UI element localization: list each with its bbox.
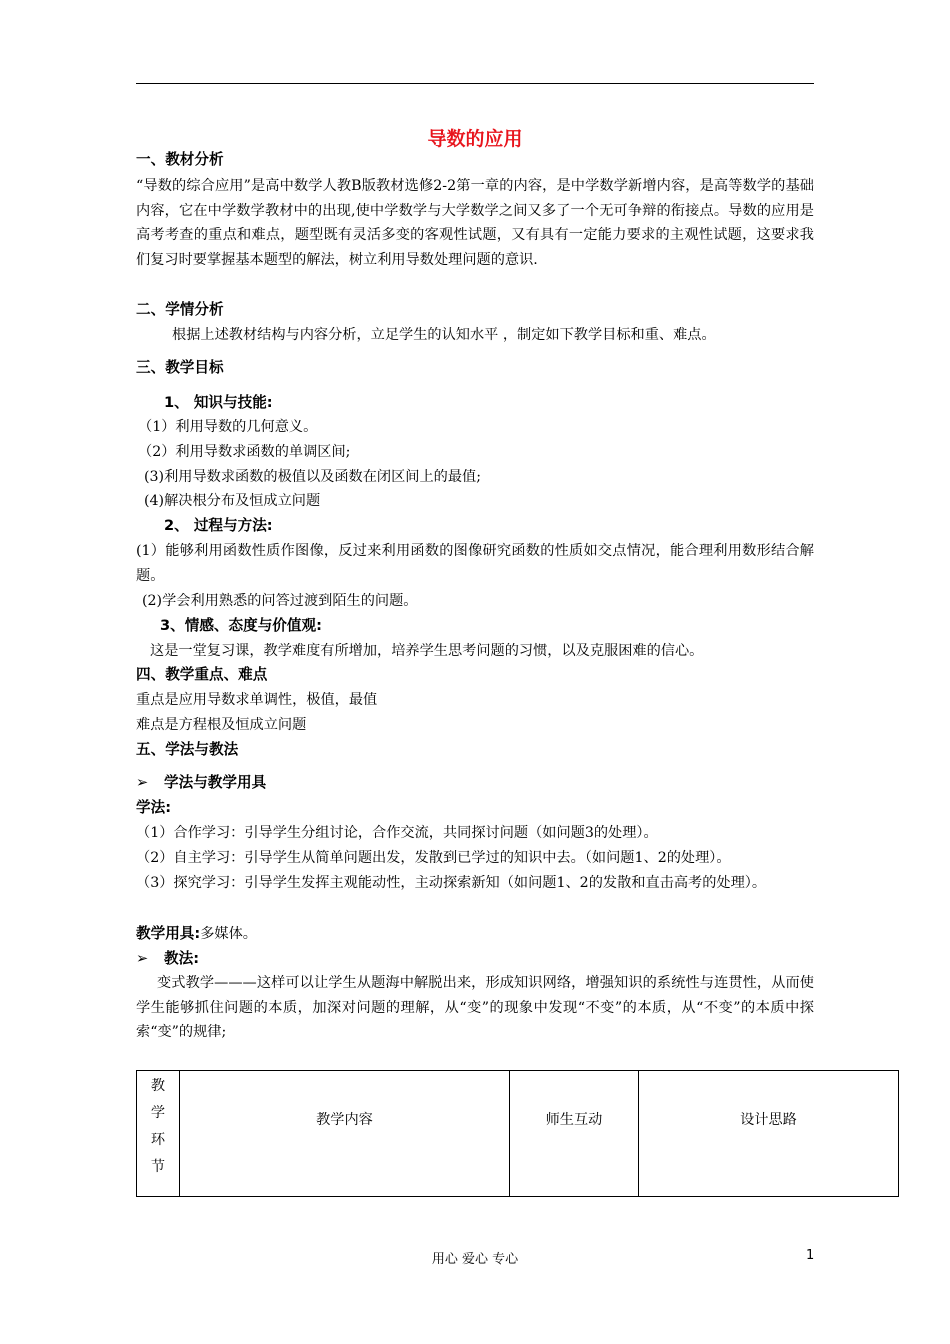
- bullet-learning-tools: [136, 773, 266, 793]
- goal-item-1: （1）利用导数的几何意义。: [138, 419, 318, 435]
- section-1-heading: 一、教材分析: [136, 151, 224, 168]
- teaching-method-text: 变式教学———这样可以让学生从题海中解脱出来，形成知识网络，增强知识的系统性与连贯性，从而使学生能够抓住问题的本质，加深对问题的理解，从“变”的现象中发现“不变”的本质，从“不变”的本质中探索“变”的规律;: [136, 975, 814, 1041]
- section-3-heading: 三、教学目标: [136, 359, 224, 376]
- section-5-heading: 五、学法与教法: [136, 741, 239, 758]
- lesson-table: [136, 1070, 899, 1197]
- col-teaching-content: 教学内容: [180, 1071, 510, 1197]
- teaching-tools: [136, 924, 257, 944]
- page-number: 1: [806, 1248, 815, 1263]
- col-design-idea: 设计思路: [639, 1071, 899, 1197]
- goal-emotion-heading: 3、情感、态度与价值观:: [160, 617, 322, 634]
- learning-method-3: （3）探究学习：引导学生发挥主观能动性，主动探索新知（如问题1、2的发散和直击高考的处理）。: [136, 875, 767, 891]
- arrow-bullet-icon: ➢: [136, 950, 149, 967]
- process-item-2: (2)学会利用熟悉的问答过渡到陌生的问题。: [142, 593, 418, 609]
- teaching-tools-label: 教学用具:: [136, 925, 201, 942]
- goal-item-3: (3)利用导数求函数的极值以及函数在闭区间上的最值;: [144, 469, 482, 485]
- learning-method-2: （2）自主学习：引导学生从简单问题出发，发散到已学过的知识中去。（如问题1、2的处理）。: [136, 850, 731, 866]
- teaching-tools-value: 多媒体。: [200, 926, 257, 942]
- learning-method-1: （1）合作学习：引导学生分组讨论，合作交流，共同探讨问题（如问题3的处理）。: [136, 825, 658, 841]
- emotion-text: 这是一堂复习课，教学难度有所增加，培养学生思考问题的习惯，以及克服困难的信心。: [150, 643, 704, 659]
- document-title: 导数的应用: [427, 128, 523, 150]
- bullet-teaching-method: [136, 949, 199, 969]
- section-2-text: 根据上述教材结构与内容分析，立足学生的认知水平 ，制定如下教学目标和重、难点。: [172, 327, 716, 343]
- section-2-heading: 二、学情分析: [136, 301, 224, 318]
- learning-method-label: 学法:: [136, 799, 172, 816]
- goal-item-2: （2）利用导数求函数的单调区间;: [138, 444, 351, 460]
- table-header-row: [137, 1071, 899, 1197]
- key-point-text: 重点是应用导数求单调性，极值，最值: [136, 692, 378, 708]
- col-teaching-stage: 教学环节: [137, 1071, 180, 1197]
- footer-motto: 用心 爱心 专心: [431, 1252, 519, 1267]
- process-item-1: (1）能够利用函数性质作图像，反过来利用函数的图像研究函数的性质如交点情况，能合理利用数形结合解题。: [136, 543, 814, 584]
- goal-item-4: (4)解决根分布及恒成立问题: [144, 493, 321, 509]
- goal-process-heading: 2、 过程与方法:: [164, 517, 273, 534]
- section-4-heading: 四、教学重点、难点: [136, 666, 268, 683]
- section-1-text: “导数的综合应用”是高中数学人教B版教材选修2-2第一章的内容，是中学数学新增内容，是高等数学的基础内容，它在中学数学教材中的出现,使中学数学与大学数学之间又多了一个无可争辩的衔接点。导数的应用是高考考查的重点和难点，题型既有灵活多变的客观性试题，又有具有一定能力要求的主观性试题，这要求我们复习时要掌握基本题型的解法，树立利用导数处理问题的意识.: [136, 178, 814, 268]
- arrow-bullet-icon: ➢: [136, 774, 149, 791]
- difficult-point-text: 难点是方程根及恒成立问题: [136, 717, 307, 733]
- bullet-learning-tools-label: 学法与教学用具: [164, 774, 267, 791]
- header-rule: [136, 83, 814, 84]
- bullet-teaching-method-label: 教法:: [164, 950, 200, 967]
- col-interaction: 师生互动: [510, 1071, 639, 1197]
- goal-knowledge-heading: 1、 知识与技能:: [164, 394, 273, 411]
